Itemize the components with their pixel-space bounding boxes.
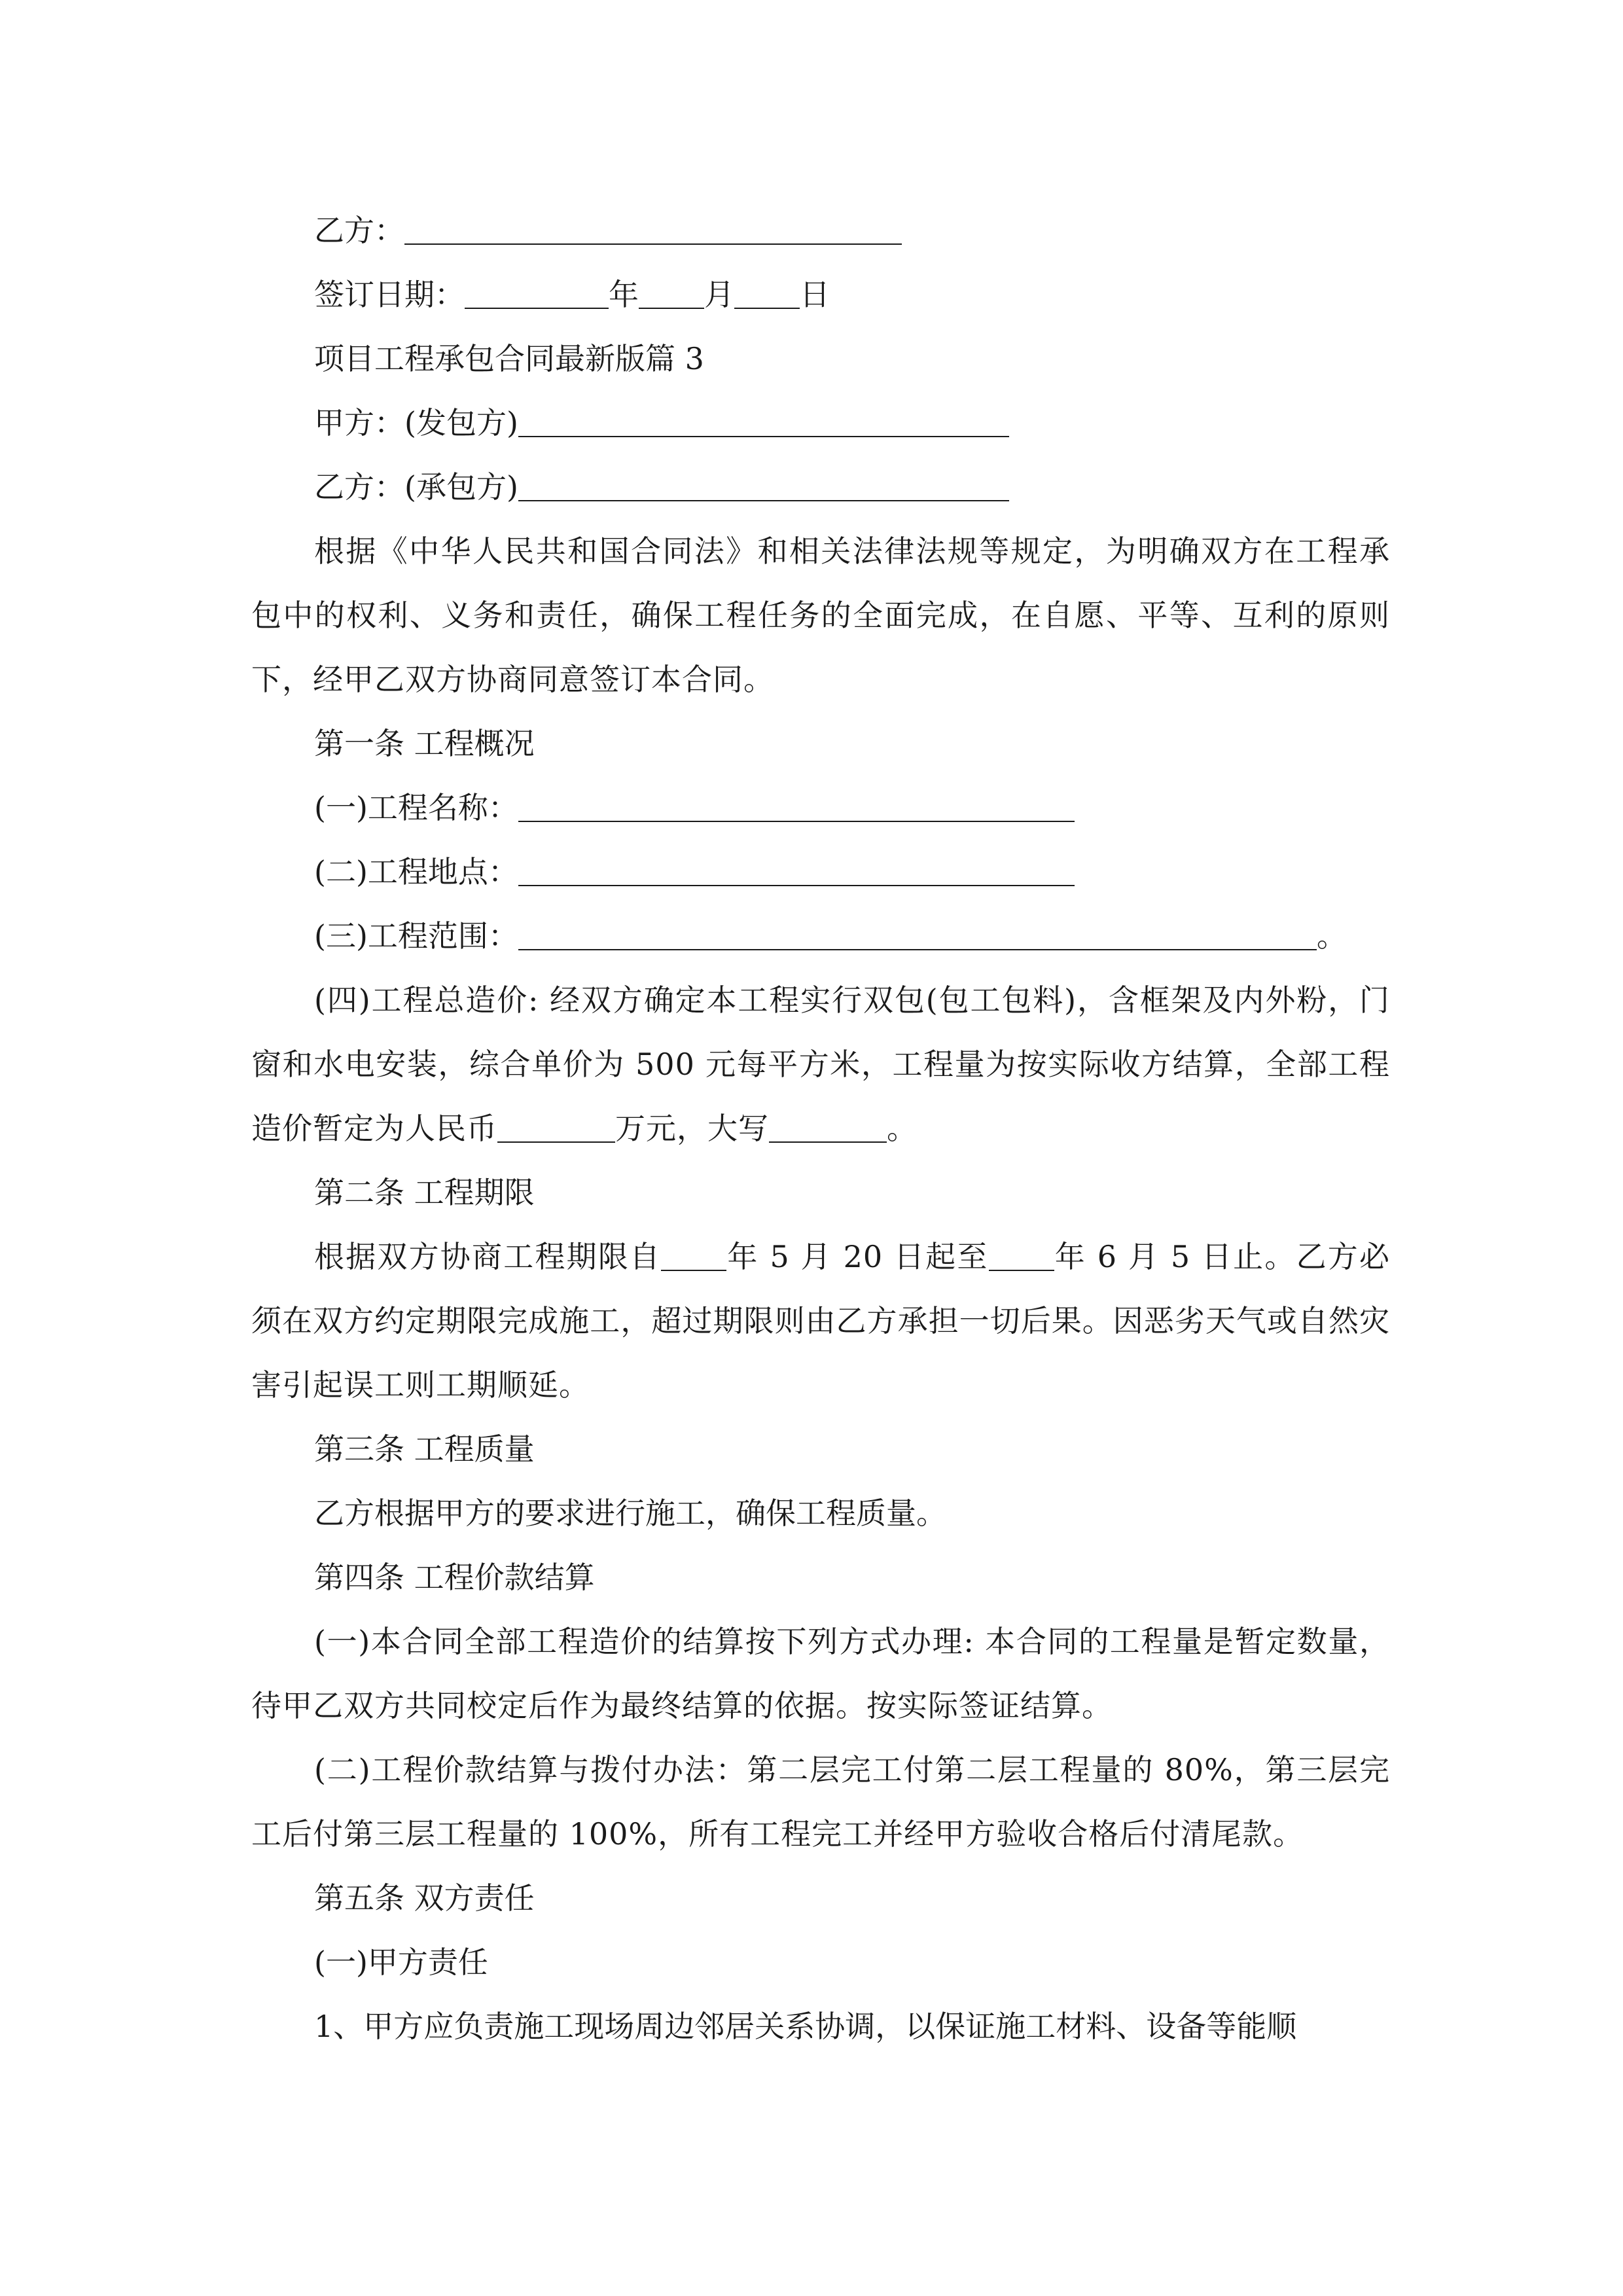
party-b-blank: [404, 213, 902, 245]
sign-date-month-blank: [639, 278, 704, 309]
project-name-blank: [518, 791, 1075, 822]
project-scope-end: 。: [1316, 918, 1347, 954]
sign-date-year-blank: [465, 278, 609, 309]
settlement-paragraph-1: (一)本合同全部工程造价的结算按下列方式办理: 本合同的工程量是暂定数量，待甲乙双方共同校定后作为最终结算的依据。按实际签证结算。: [251, 1624, 1390, 1723]
party-a-duties-heading: (一)甲方责任: [314, 1945, 488, 1980]
article-4-title: 第四条 工程价款结算: [314, 1560, 595, 1595]
contract-title: 项目工程承包合同最新版篇 3: [314, 341, 704, 376]
total-cost-amount-blank: [497, 1111, 615, 1143]
total-cost-paragraph: [251, 968, 1390, 1160]
sign-date-day-label: 日: [800, 277, 830, 312]
project-name-line: [251, 776, 1390, 840]
term-text-end: 年 6 月 5 日止。乙方必须在双方约定期限完成施工，超过期限则由乙方承担一切后果。因恶劣天气或自然灾害引起误工则工期顺延。: [251, 1239, 1390, 1403]
sign-date-month-label: 月: [704, 277, 734, 312]
sign-date-day-blank: [734, 278, 800, 309]
project-location-label: (二)工程地点：: [314, 854, 518, 889]
article-2-title: 第二条 工程期限: [314, 1175, 535, 1210]
article-5-title: 第五条 双方责任: [314, 1880, 535, 1916]
party-a-line: [251, 391, 1390, 455]
sign-date-line: [251, 262, 1390, 327]
sign-date-label: 签订日期：: [314, 277, 465, 312]
project-scope-label: (三)工程范围：: [314, 918, 518, 954]
party-a-label: 甲方：(发包方): [314, 405, 518, 440]
sign-date-year-label: 年: [609, 277, 639, 312]
term-text-middle: 年 5 月 20 日起至: [726, 1239, 989, 1274]
party-b-signature-line: [251, 198, 1390, 262]
party-b-contractor-label: 乙方：(承包方): [314, 469, 518, 505]
term-text-start: 根据双方协商工程期限自: [314, 1239, 662, 1274]
term-start-year-blank: [661, 1240, 726, 1271]
project-name-label: (一)工程名称：: [314, 790, 518, 825]
party-a-duty-item-1: 1、甲方应负责施工现场周边邻居关系协调，以保证施工材料、设备等能顺: [314, 2009, 1297, 2044]
project-location-line: [251, 840, 1390, 904]
article-1-title: 第一条 工程概况: [314, 726, 535, 761]
document-body: [251, 198, 1390, 2058]
term-end-year-blank: [989, 1240, 1054, 1271]
quality-paragraph: 乙方根据甲方的要求进行施工，确保工程质量。: [314, 1496, 946, 1531]
total-cost-unit: 万元，大写: [615, 1111, 769, 1146]
total-cost-words-blank: [769, 1111, 887, 1143]
total-cost-text: (四)工程总造价: 经双方确定本工程实行双包(包工包料)，含框架及内外粉，门窗和水电安装，综合单价为 500 元每平方米，工程量为按实际收方结算，全部工程造价暂定为人民币: [251, 982, 1390, 1146]
party-b-label: 乙方：: [314, 213, 404, 248]
project-scope-blank: [518, 919, 1317, 950]
party-a-blank: [518, 406, 1009, 437]
party-b-contractor-blank: [518, 470, 1009, 501]
project-location-blank: [518, 855, 1075, 886]
party-b-line: [251, 455, 1390, 519]
term-paragraph: [251, 1225, 1390, 1417]
preamble-paragraph: 根据《中华人民共和国合同法》和相关法律法规等规定，为明确双方在工程承包中的权利、义务和责任，确保工程任务的全面完成，在自愿、平等、互利的原则下，经甲乙双方协商同意签订本合同。: [251, 533, 1390, 697]
project-scope-line: [251, 904, 1390, 968]
settlement-paragraph-2: (二)工程价款结算与拨付办法：第二层完工付第二层工程量的 80%，第三层完工后付第三层工程量的 100%，所有工程完工并经甲方验收合格后付清尾款。: [251, 1752, 1390, 1852]
article-3-title: 第三条 工程质量: [314, 1431, 535, 1467]
total-cost-end: 。: [887, 1111, 918, 1146]
